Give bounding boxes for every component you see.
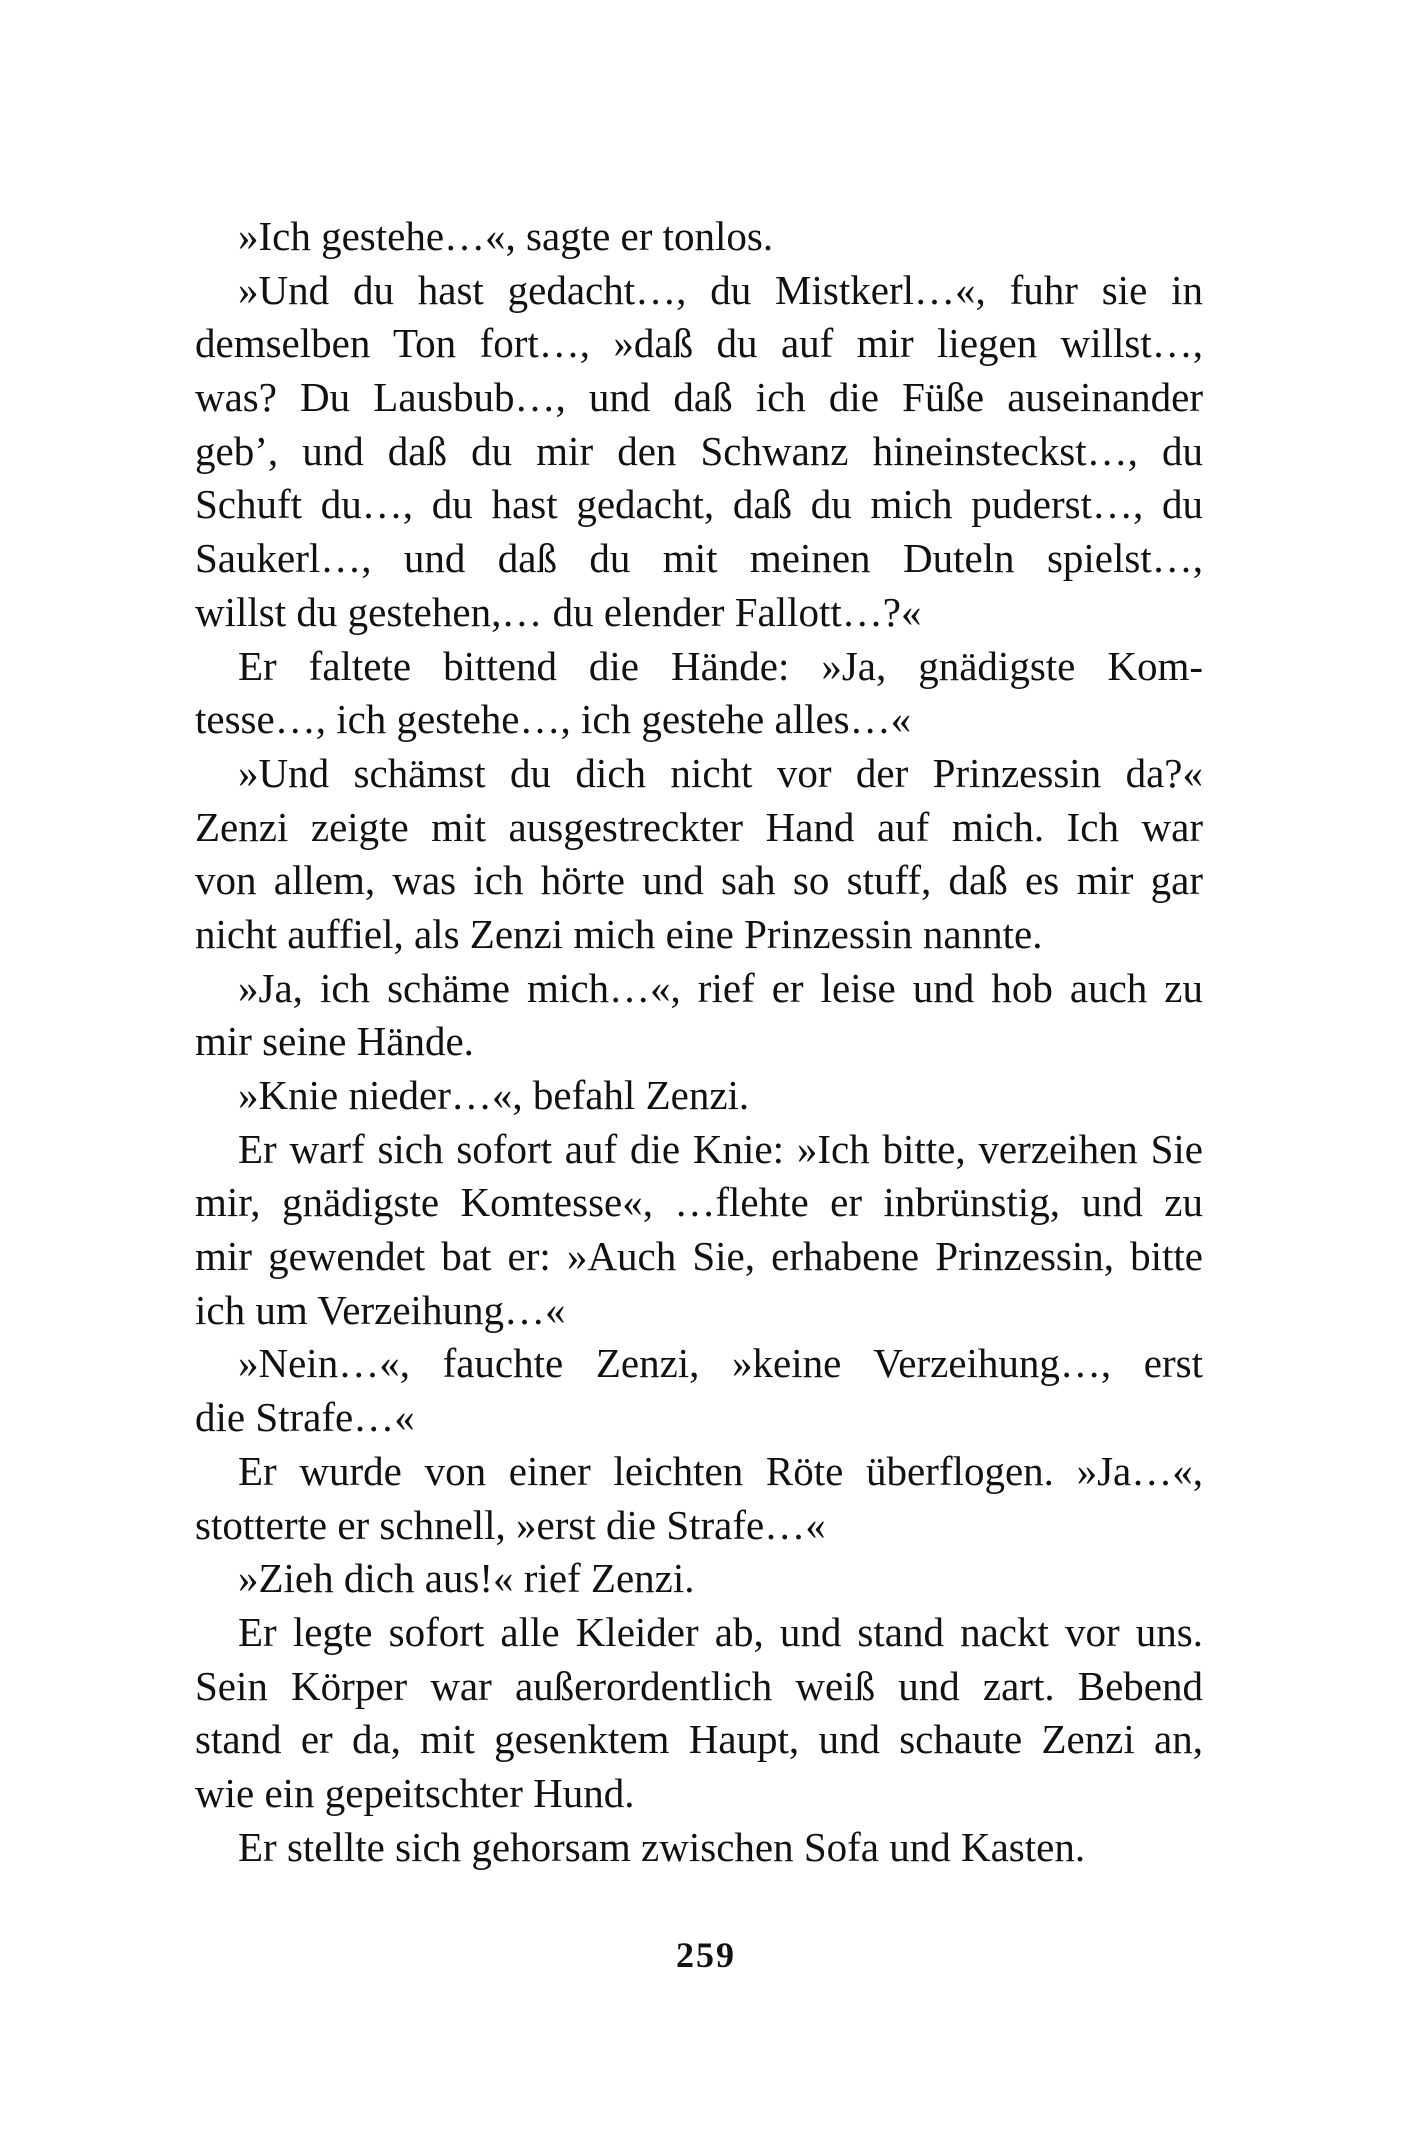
text-line (195, 1552, 1203, 1606)
text-line (195, 586, 1203, 640)
text-line (195, 264, 1203, 318)
text-line-content: Er legte sofort alle Kleider ab, und stand nackt vor uns. (238, 1608, 1203, 1655)
text-line-content: tesse…, ich gestehe…, ich gestehe alles…« (195, 696, 912, 743)
text-line (195, 1015, 1203, 1069)
text-line (195, 1284, 1203, 1338)
text-line (195, 1445, 1203, 1499)
text-line (195, 1123, 1203, 1177)
text-line-content: von allem, was ich hörte und sah so stuff, daß es mir gar (195, 857, 1203, 904)
text-line-content: stotterte er schnell, »erst die Strafe…« (195, 1501, 826, 1548)
text-line (195, 317, 1203, 371)
text-line (195, 1230, 1203, 1284)
text-line (195, 801, 1203, 855)
text-line (195, 1337, 1203, 1391)
text-line (195, 1176, 1203, 1230)
text-line (195, 425, 1203, 479)
text-line (195, 1606, 1203, 1660)
text-line (195, 908, 1203, 962)
text-line-content: geb’, und daß du mir den Schwanz hineinsteckst…, du (195, 427, 1203, 474)
text-line-content: »Und schämst du dich nicht vor der Prinzessin da?« (238, 749, 1203, 796)
text-line-content: Zenzi zeigte mit ausgestreckter Hand auf mich. Ich war (195, 803, 1203, 850)
text-line (195, 640, 1203, 694)
text-line-content: Er wurde von einer leichten Röte überflogen. »Ja…«, (238, 1447, 1203, 1494)
text-line-content: Er faltete bittend die Hände: »Ja, gnädigste Kom- (238, 642, 1203, 689)
text-line (195, 371, 1203, 425)
text-line-content: wie ein gepeitschter Hund. (195, 1769, 635, 1816)
text-line (195, 210, 1203, 264)
page-number-text: 259 (676, 1935, 736, 1975)
text-line-content: »Knie nieder…«, befahl Zenzi. (238, 1072, 750, 1118)
text-line (195, 962, 1203, 1016)
body-text (195, 210, 1203, 1874)
text-line-content: demselben Ton fort…, »daß du auf mir liegen willst…, (195, 320, 1203, 367)
text-line-content: »Ja, ich schäme mich…«, rief er leise und hob auch zu (238, 964, 1203, 1011)
text-line (195, 693, 1203, 747)
text-line-content: stand er da, mit gesenktem Haupt, und schaute Zenzi an, (195, 1716, 1203, 1763)
text-line-content: ich um Verzeihung…« (195, 1286, 566, 1333)
text-line (195, 1821, 1203, 1875)
text-line (195, 747, 1203, 801)
text-line (195, 1660, 1203, 1714)
text-line-content: »Zieh dich aus!« rief Zenzi. (238, 1555, 695, 1602)
text-line-content: was? Du Lausbub…, und daß ich die Füße auseinander (195, 374, 1203, 421)
text-line (195, 854, 1203, 908)
text-line-content: »Nein…«, fauchte Zenzi, »keine Verzeihung…, erst (238, 1340, 1203, 1387)
text-line (195, 1713, 1203, 1767)
text-line-content: mir seine Hände. (195, 1018, 474, 1065)
text-line-content: nicht auffiel, als Zenzi mich eine Prinzessin nannte. (195, 910, 1043, 957)
text-line (195, 1499, 1203, 1553)
text-line (195, 478, 1203, 532)
text-line (195, 532, 1203, 586)
text-line (195, 1391, 1203, 1445)
text-line-content: Sein Körper war außerordentlich weiß und zart. Bebend (195, 1662, 1203, 1709)
text-line-content: Schuft du…, du hast gedacht, daß du mich puderst…, du (195, 481, 1203, 528)
text-line (195, 1767, 1203, 1821)
text-line-content: Er warf sich sofort auf die Knie: »Ich bitte, verzeihen Sie (238, 1125, 1203, 1172)
text-line-content: mir gewendet bat er: »Auch Sie, erhabene Prinzessin, bitte (195, 1233, 1203, 1280)
text-line-content: Saukerl…, und daß du mit meinen Duteln spielst…, (195, 535, 1203, 582)
text-line-content: die Strafe…« (195, 1394, 415, 1441)
text-line-content: Er stellte sich gehorsam zwischen Sofa und Kasten. (238, 1823, 1086, 1870)
text-line (195, 1069, 1203, 1123)
text-line-content: »Ich gestehe…«, sagte er tonlos. (238, 213, 774, 259)
page-number (0, 1935, 1428, 1975)
text-line-content: »Und du hast gedacht…, du Mistkerl…«, fuhr sie in (238, 266, 1203, 313)
text-line-content: willst du gestehen,… du elender Fallott…?« (195, 588, 922, 635)
text-line-content: mir, gnädigste Komtesse«, …flehte er inbrünstig, und zu (195, 1179, 1203, 1226)
